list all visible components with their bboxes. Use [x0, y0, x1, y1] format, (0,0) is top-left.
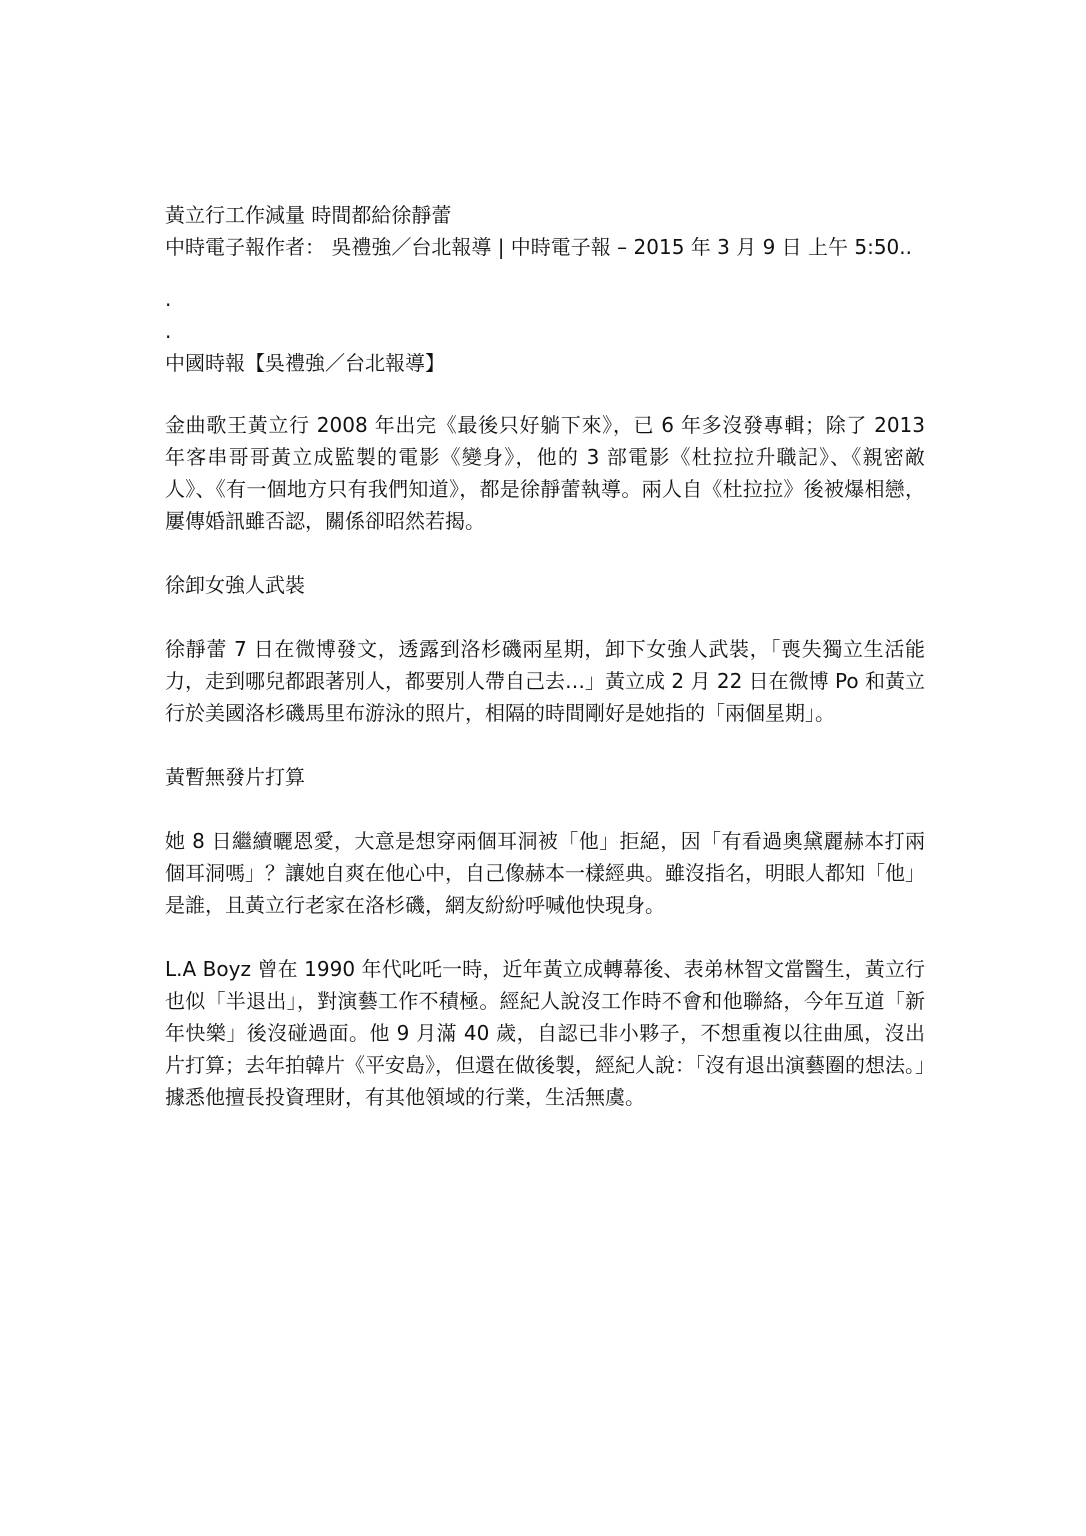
subheading: 黃暫無發片打算 [165, 765, 305, 789]
article-byline: 中時電子報作者： 吳禮強／台北報導 | 中時電子報 – 2015 年 3 月 9 日 上午 5:50.. [165, 235, 913, 259]
subheading: 徐卸女強人武裝 [165, 573, 305, 597]
paragraph: L.A Boyz 曾在 1990 年代叱吒一時，近年黃立成轉幕後、表弟林智文當醫生，黃立行也似「半退出」，對演藝工作不積極。經紀人說沒工作時不會和他聯絡，今年互道「新年快樂」後沒碰過面。他 9 月滿 40 歲，自認已非小夥子，不想重複以往曲風，沒出片打算；去年拍韓片《平安島》，但還在做後製，經紀人說：「沒有退出演藝圈的想法。」據悉他擅長投資理財，有其他領域的行業，生活無虞。 [165, 957, 925, 1109]
article-dateline: 中國時報【吳禮強／台北報導】 [165, 351, 445, 375]
separator-dot: . [165, 287, 172, 311]
spacer [165, 537, 925, 569]
spacer [165, 263, 925, 283]
spacer [165, 793, 925, 825]
spacer [165, 379, 925, 409]
article-title: 黃立行工作減量 時間都給徐靜蕾 [165, 203, 452, 227]
document-page [165, 199, 925, 1113]
separator-dot: . [165, 319, 172, 343]
spacer [165, 921, 925, 953]
spacer [165, 729, 925, 761]
spacer [165, 601, 925, 633]
paragraph: 她 8 日繼續曬恩愛，大意是想穿兩個耳洞被「他」拒絕，因「有看過奧黛麗赫本打兩個耳洞嗎」？讓她自爽在他心中，自己像赫本一樣經典。雖沒指名，明眼人都知「他」是誰，且黃立行老家在洛杉磯，網友紛紛呼喊他快現身。 [165, 829, 925, 917]
paragraph: 金曲歌王黃立行 2008 年出完《最後只好躺下來》，已 6 年多沒發專輯；除了 2013 年客串哥哥黃立成監製的電影《變身》，他的 3 部電影《杜拉拉升職記》、《親密敵人》、《有一個地方只有我們知道》，都是徐靜蕾執導。兩人自《杜拉拉》後被爆相戀，屢傳婚訊雖否認，關係卻昭然若揭。 [165, 413, 925, 533]
paragraph: 徐靜蕾 7 日在微博發文，透露到洛杉磯兩星期，卸下女強人武裝，「喪失獨立生活能力，走到哪兒都跟著別人，都要別人帶自己去…」黃立成 2 月 22 日在微博 Po 和黃立行於美國洛杉磯馬里布游泳的照片，相隔的時間剛好是她指的「兩個星期」。 [165, 637, 925, 725]
